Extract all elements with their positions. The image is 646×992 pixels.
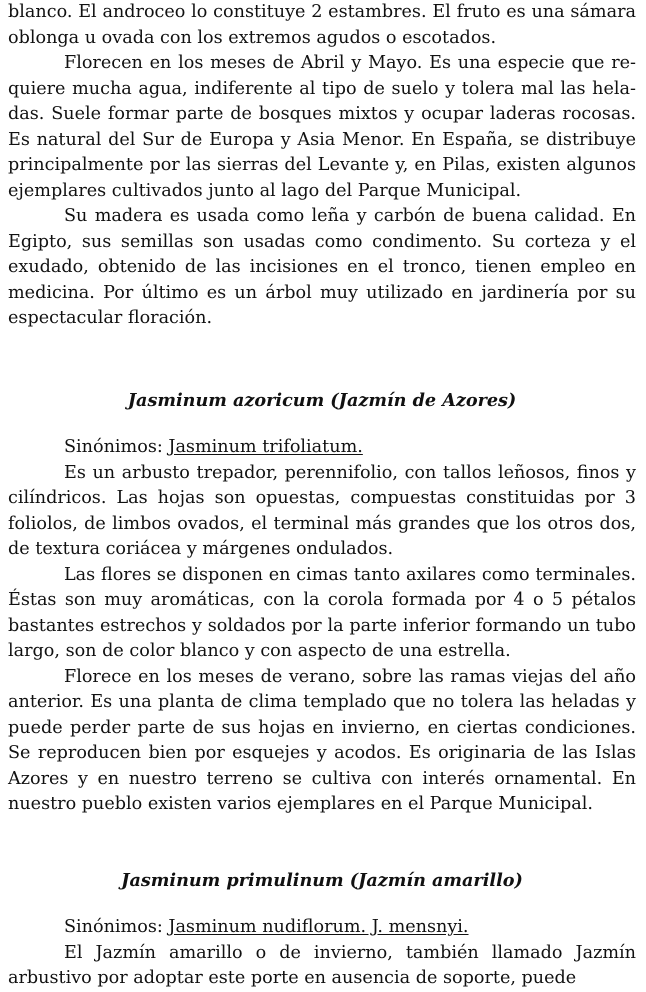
paragraph-flowering-season: Florece en los meses de verano, sobre las ramas viejas del año anterior. Es una planta de clima templado que no tolera las heladas y puede perder parte de sus hojas en invierno, en ciertas condiciones. Se reproducen bien por esquejes y acodos. Es originaria de las Islas Azores y en nuestro terreno se cultiva con interés ornamental. En nuestro pueblo existen varios ejemplares en el Parque Municipal. <box>8 666 636 814</box>
synonyms-line <box>8 915 636 941</box>
synonyms-label: Sinónimos: <box>64 437 169 457</box>
paragraph-continuation: blanco. El androceo lo constituye 2 estambres. El fruto es una sámara oblonga u ovada con los extremos agudos o escotados. <box>8 2 636 48</box>
paragraph-flowering: Florecen en los meses de Abril y Mayo. Es una especie que requiere mucha agua, indiferente al tipo de suelo y tolera mal las heladas. Suele formar parte de bosques mixtos y ocupar laderas rocosas. Es natural del Sur de Europa y Asia Menor. En España, se distribuye principalmente por las sierras del Levante y, en Pilas, existen algunos ejemplares cultivados junto al lago del Parque Municipal. <box>8 53 636 201</box>
synonyms-value: Jasminum nudiflorum. J. mensnyi. <box>168 917 469 937</box>
paragraph-flowers: Las flores se disponen en cimas tanto axilares como terminales. Éstas son muy aromáticas, con la corola formada por 4 o 5 pétalos bastantes estrechos y soldados por la parte inferior formando un tubo largo, son de color blanco y con aspecto de una estrella. <box>8 564 636 661</box>
paragraph-uses: Su madera es usada como leña y carbón de buena calidad. En Egipto, sus semillas son usadas como condimento. Su corteza y el exudado, obtenido de las incisiones en el tronco, tienen empleo en medicina. Por último es un árbol muy utilizado en jardinería por su espectacular floración. <box>8 206 636 328</box>
section-heading-jasminum-primulinum: Jasminum primulinum (Jazmín amarillo) <box>121 869 523 891</box>
heading-gap <box>8 893 636 915</box>
synonyms-label: Sinónimos: <box>64 917 169 937</box>
section-gap <box>8 332 636 388</box>
synonyms-value: Jasminum trifoliatum. <box>168 437 363 457</box>
document-page <box>8 0 636 992</box>
paragraph-intro: El Jazmín amarillo o de invierno, también llamado Jazmín arbustivo por adoptar este porte en ausencia de soporte, puede <box>8 942 636 988</box>
heading-gap <box>8 413 636 435</box>
synonyms-line <box>8 435 636 461</box>
section-gap <box>8 818 636 868</box>
paragraph-description: Es un arbusto trepador, perennifolio, con tallos leñosos, finos y cilíndricos. Las hojas son opuestas, compuestas constituidas por 3 foliolos, de limbos ovados, el terminal más grandes que los otros dos, de textura coriácea y márgenes ondulados. <box>8 462 636 559</box>
section-heading-jasminum-azoricum: Jasminum azoricum (Jazmín de Azores) <box>127 389 517 411</box>
